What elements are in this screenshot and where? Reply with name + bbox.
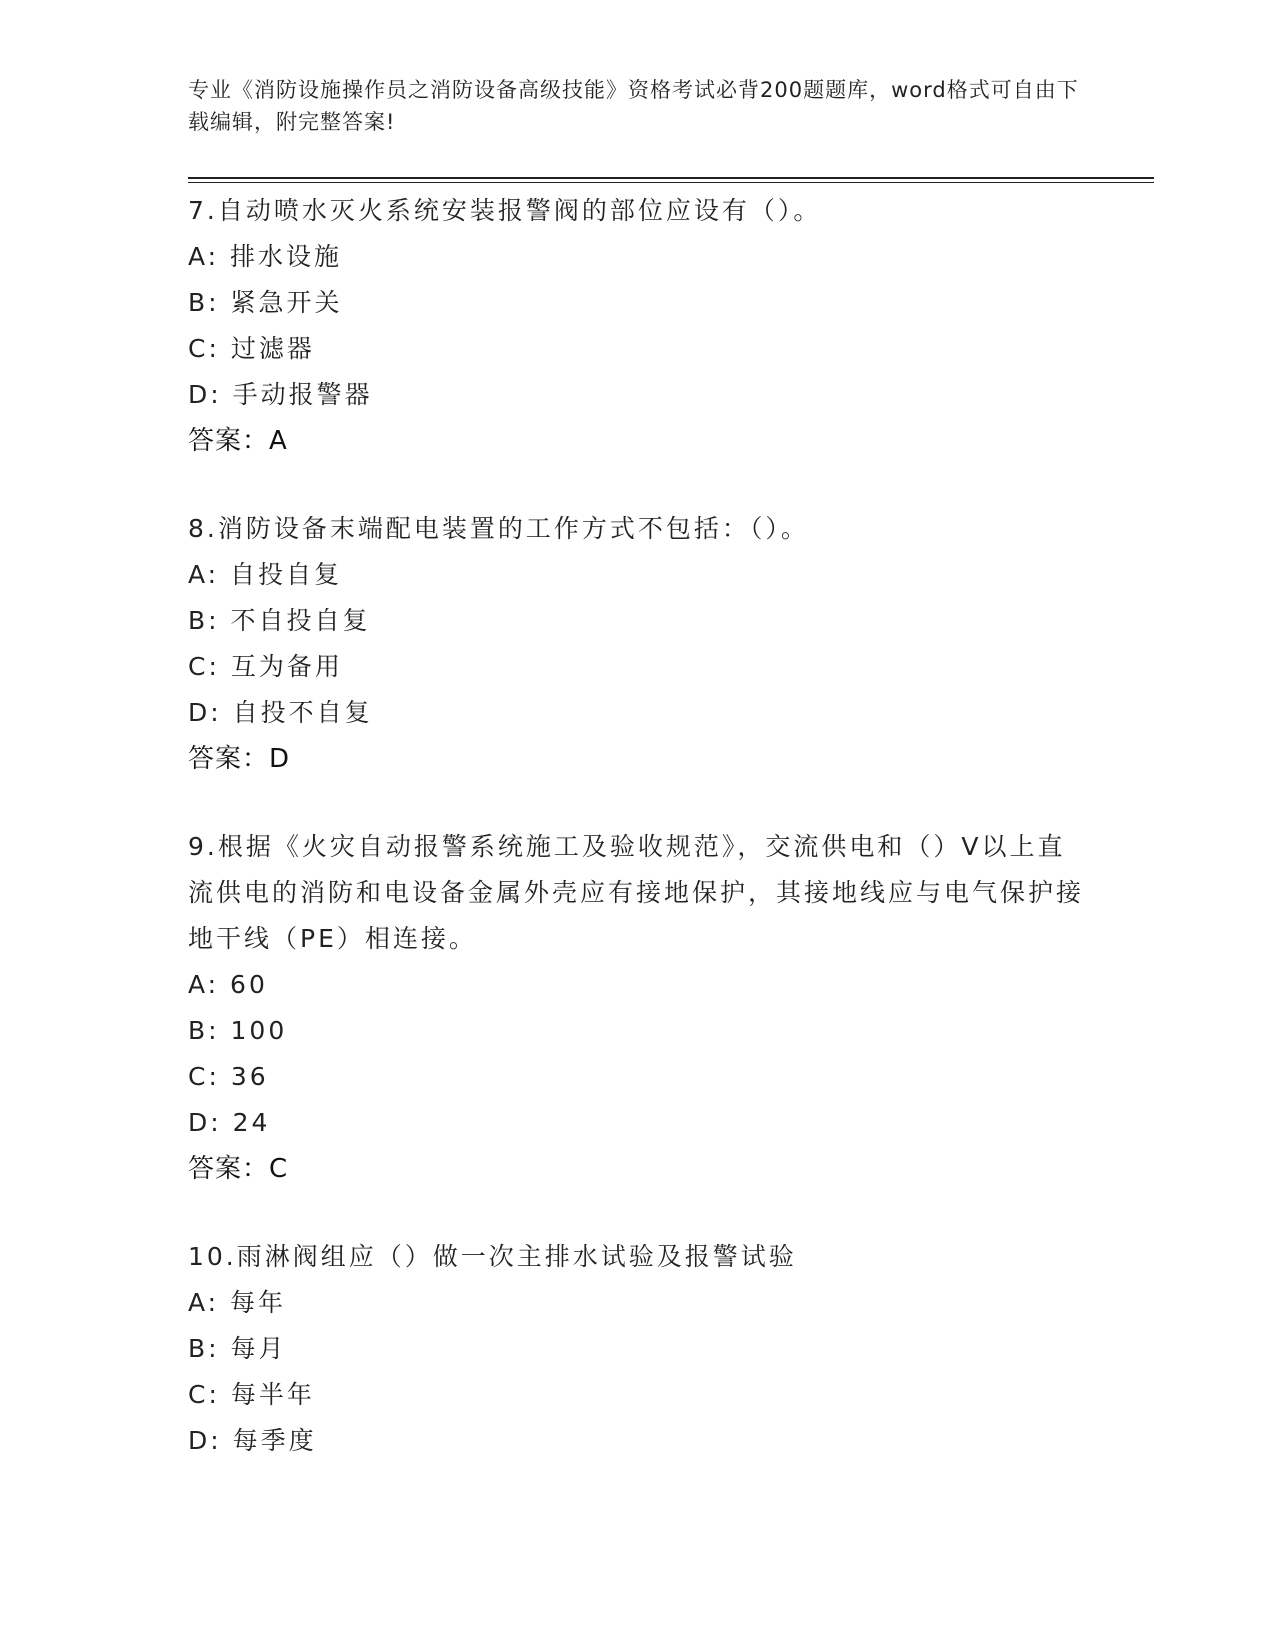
option-c: C: 36 bbox=[188, 1062, 269, 1091]
question-8 bbox=[188, 506, 1088, 782]
option-a: A: 60 bbox=[188, 970, 268, 999]
question-text: 9.根据《火灾自动报警系统施工及验收规范》，交流供电和（）V以上直流供电的消防和电设备金属外壳应有接地保护，其接地线应与电气保护接地干线（PE）相连接。 bbox=[188, 832, 1085, 953]
option-a: A: 排水设施 bbox=[188, 242, 343, 271]
answer-line: 答案：A bbox=[188, 426, 288, 456]
question-7 bbox=[188, 188, 1088, 464]
question-text: 7.自动喷水灭火系统安装报警阀的部位应设有（）。 bbox=[188, 196, 822, 225]
document-intro: 专业《消防设施操作员之消防设备高级技能》资格考试必背200题题库，word格式可自由下载编辑，附完整答案! bbox=[188, 78, 1079, 134]
option-d: D: 24 bbox=[188, 1108, 271, 1137]
option-a: A: 自投自复 bbox=[188, 560, 343, 589]
option-a: A: 每年 bbox=[188, 1288, 287, 1317]
answer-line: 答案：D bbox=[188, 744, 291, 774]
option-b: B: 不自投自复 bbox=[188, 606, 371, 635]
option-d: D: 手动报警器 bbox=[188, 380, 373, 409]
option-d: D: 自投不自复 bbox=[188, 698, 373, 727]
question-text: 8.消防设备末端配电装置的工作方式不包括：（）。 bbox=[188, 514, 809, 543]
question-text: 10.雨淋阀组应（）做一次主排水试验及报警试验 bbox=[188, 1242, 797, 1271]
option-b: B: 每月 bbox=[188, 1334, 287, 1363]
option-c: C: 过滤器 bbox=[188, 334, 315, 363]
answer-line: 答案：C bbox=[188, 1154, 289, 1184]
option-c: C: 互为备用 bbox=[188, 652, 343, 681]
question-10 bbox=[188, 1234, 1088, 1464]
header-divider-thin bbox=[188, 182, 1154, 183]
option-d: D: 每季度 bbox=[188, 1426, 317, 1455]
header-divider-thick bbox=[188, 177, 1154, 179]
question-9 bbox=[188, 824, 1088, 1192]
question-list bbox=[188, 188, 1088, 1506]
option-b: B: 紧急开关 bbox=[188, 288, 343, 317]
option-c: C: 每半年 bbox=[188, 1380, 315, 1409]
option-b: B: 100 bbox=[188, 1016, 288, 1045]
